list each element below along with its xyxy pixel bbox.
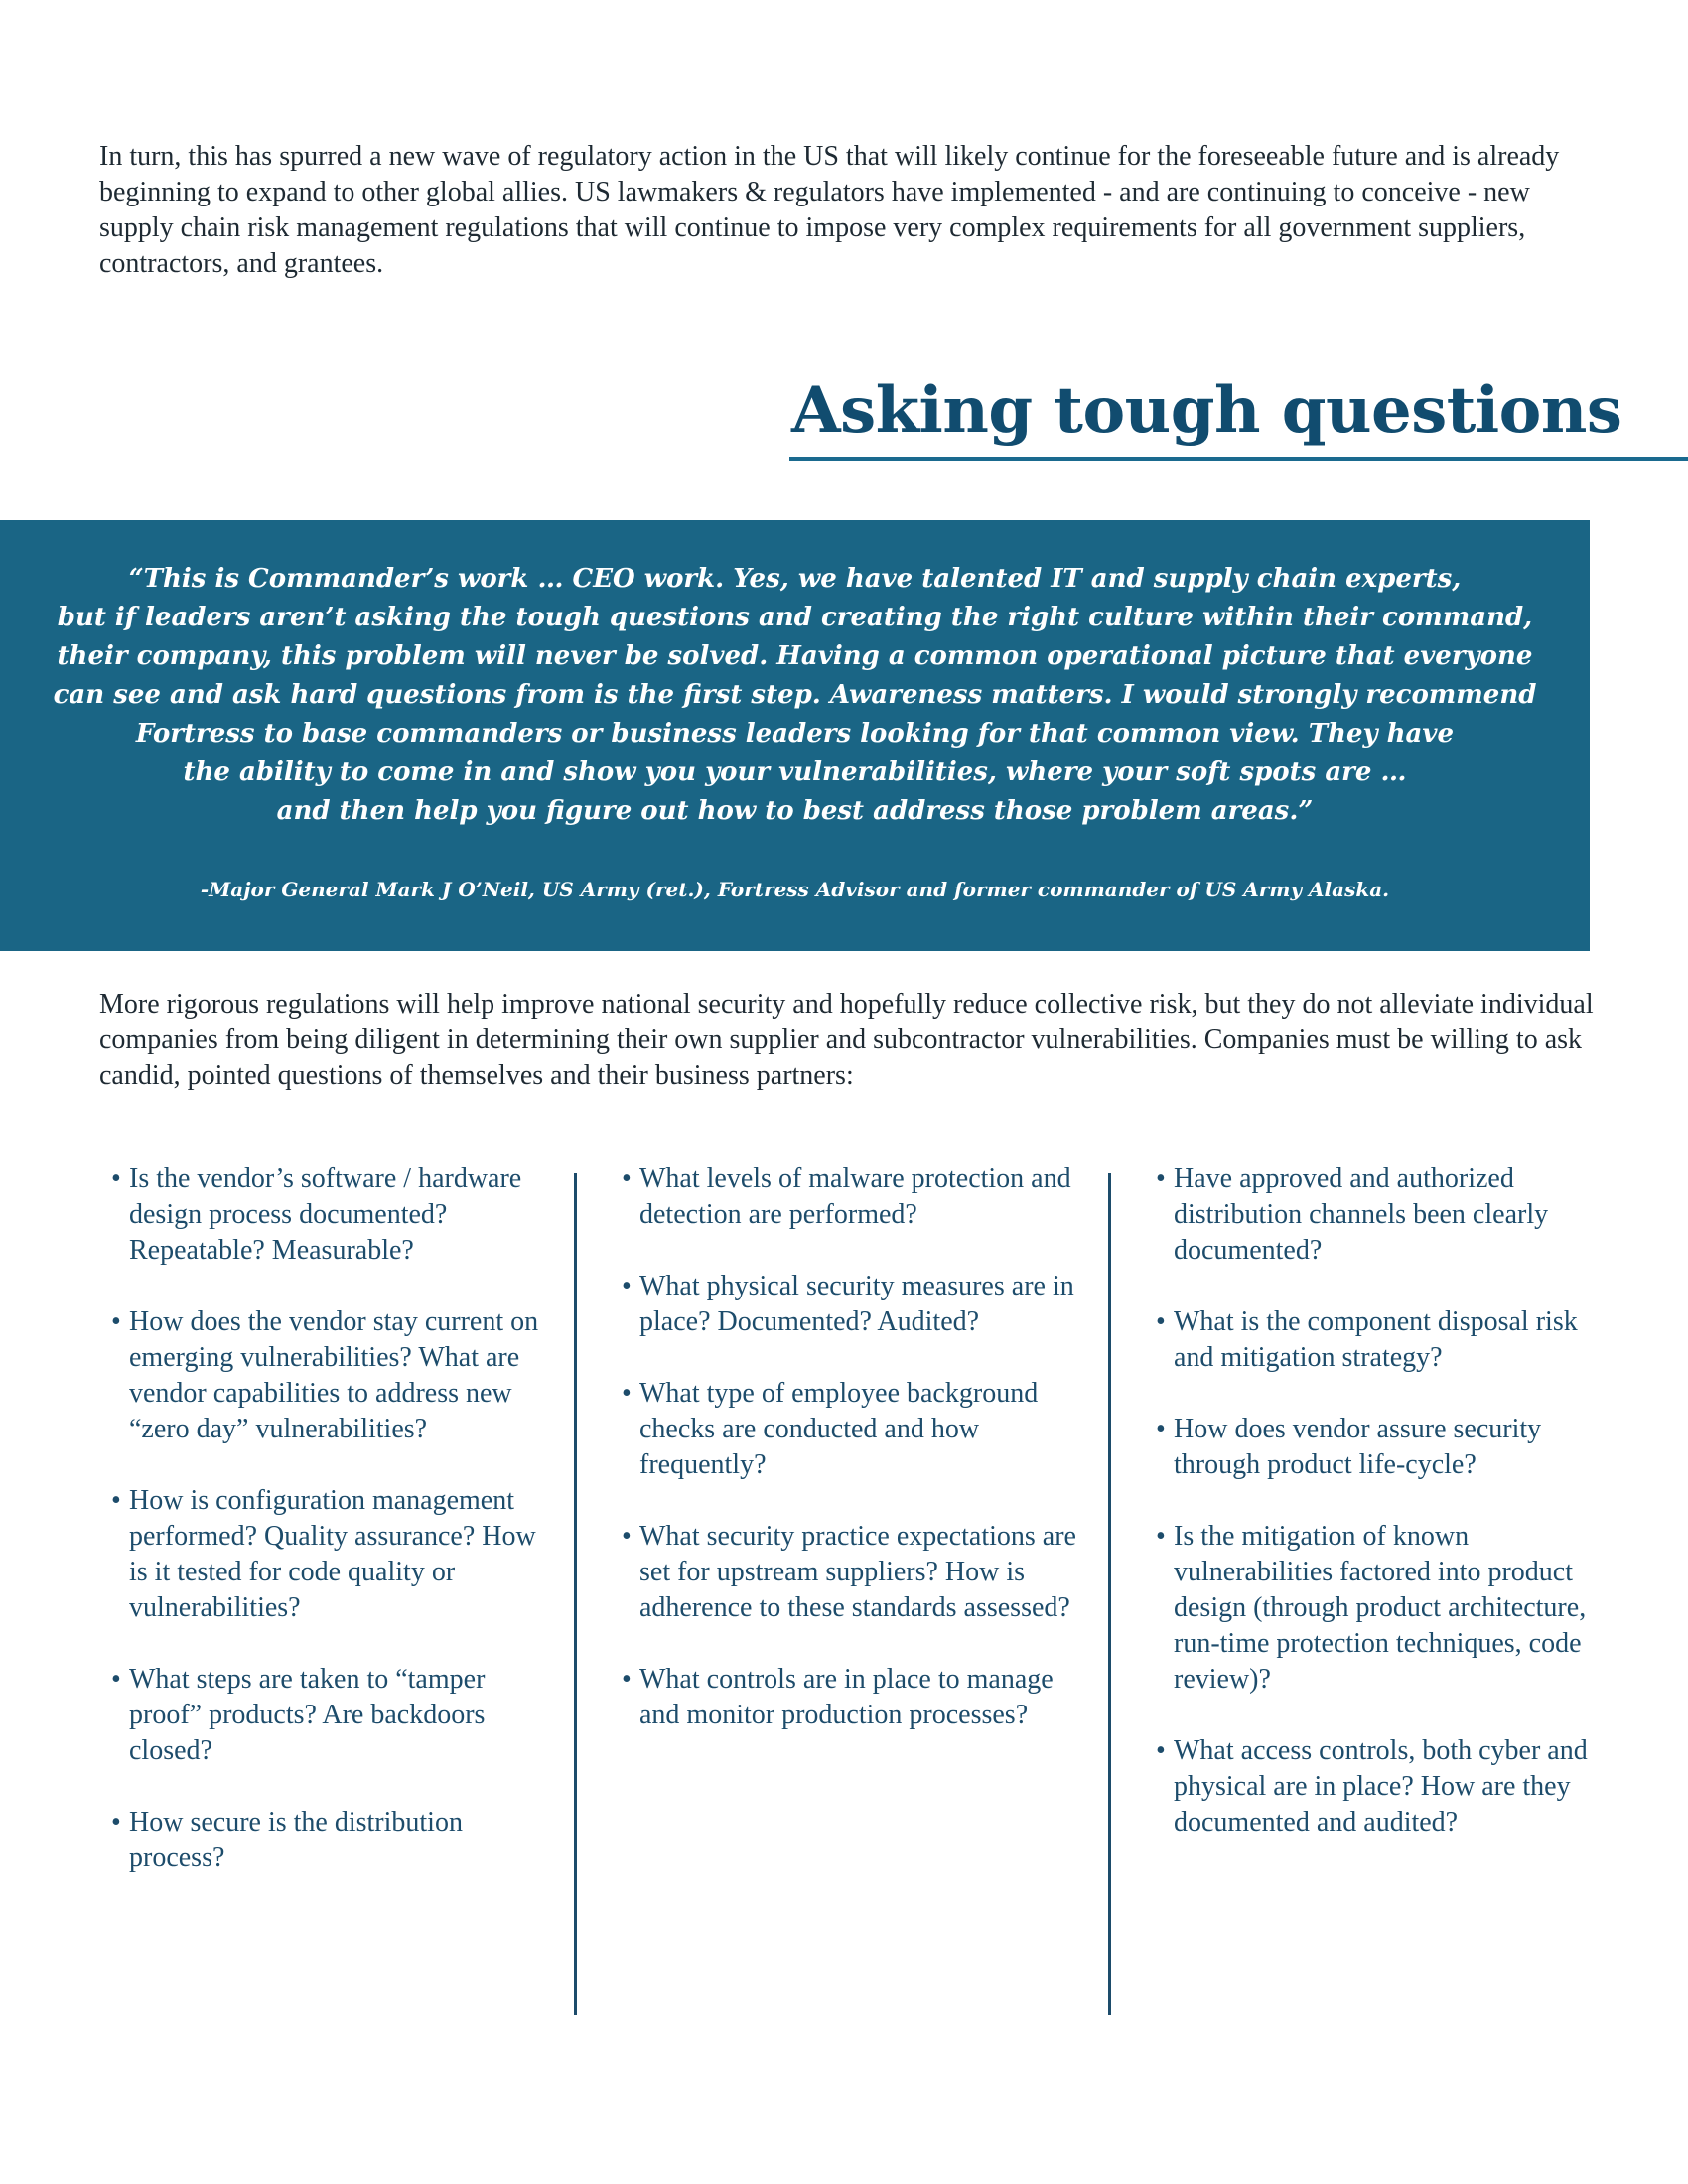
- questions-column-1: [107, 1161, 556, 1912]
- bullet-icon: •: [1156, 1521, 1166, 1552]
- question-text: What levels of malware protection and detection are performed?: [639, 1163, 1071, 1230]
- list-item: [107, 1483, 556, 1626]
- question-text: Is the vendor’s software / hardware design process documented? Repeatable? Measurable?: [129, 1163, 522, 1266]
- bullet-icon: •: [111, 1807, 121, 1838]
- question-text: What steps are taken to “tamper proof” products? Are backdoors closed?: [129, 1664, 486, 1766]
- quote-text: [40, 560, 1550, 831]
- heading-underline: [789, 457, 1688, 461]
- list-item: [1152, 1519, 1609, 1698]
- list-item: [107, 1161, 556, 1269]
- bullet-icon: •: [111, 1485, 121, 1516]
- bullet-icon: •: [622, 1378, 632, 1409]
- quote-line: “This is Commander’s work … CEO work. Yes, we have talented IT and supply chain experts,: [128, 564, 1462, 594]
- bullet-icon: •: [111, 1306, 121, 1337]
- question-list: [1152, 1161, 1609, 1841]
- question-text: What type of employee background checks are conducted and how frequently?: [639, 1378, 1039, 1480]
- bullet-icon: •: [1156, 1735, 1166, 1766]
- intro-paragraph: In turn, this has spurred a new wave of regulatory action in the US that will likely continue for the foreseeable future and is already beginning to expand to other global allies. US lawmakers & regulators have implemented - and are continuing to conceive - new supply chain risk management regulations that will continue to impose very complex requirements for all government suppliers, contractors, and grantees.: [99, 141, 1560, 279]
- quote-line: but if leaders aren’t asking the tough questions and creating the right culture within their command,: [57, 603, 1533, 632]
- bullet-icon: •: [111, 1163, 121, 1194]
- quote-line: and then help you figure out how to best address those problem areas.”: [276, 796, 1314, 826]
- body-paragraph: More rigorous regulations will help improve national security and hopefully reduce collective risk, but they do not alleviate individual companies from being diligent in determining their own supplier and subcontractor vulnerabilities. Companies must be willing to ask candid, pointed questions of themselves and their business partners:: [99, 989, 1594, 1091]
- questions-column-2: [618, 1161, 1084, 1769]
- list-item: [618, 1662, 1084, 1733]
- question-text: Have approved and authorized distribution channels been clearly documented?: [1174, 1163, 1549, 1266]
- question-text: Is the mitigation of known vulnerabilities factored into product design (through product architecture, run-time protection techniques, code review)?: [1174, 1521, 1587, 1695]
- bullet-icon: •: [1156, 1163, 1166, 1194]
- question-list: [107, 1161, 556, 1876]
- list-item: [618, 1519, 1084, 1626]
- column-divider: [1108, 1173, 1111, 2015]
- question-text: How secure is the distribution process?: [129, 1807, 463, 1873]
- questions-section: [0, 1161, 1688, 2015]
- bullet-icon: •: [622, 1271, 632, 1301]
- list-item: [1152, 1304, 1609, 1376]
- list-item: [1152, 1412, 1609, 1483]
- section-heading: [789, 369, 1688, 461]
- question-text: What controls are in place to manage and monitor production processes?: [639, 1664, 1054, 1730]
- bullet-icon: •: [1156, 1306, 1166, 1337]
- question-text: How does the vendor stay current on emerging vulnerabilities? What are vendor capabilities to address new “zero day” vulnerabilities?: [129, 1306, 539, 1444]
- section-heading-title: Asking tough questions: [791, 373, 1622, 448]
- question-text: What is the component disposal risk and mitigation strategy?: [1174, 1306, 1578, 1373]
- questions-column-3: [1152, 1161, 1609, 1876]
- question-list: [618, 1161, 1084, 1733]
- quote-line: Fortress to base commanders or business leaders looking for that common view. They have: [135, 719, 1455, 749]
- question-text: How is configuration management performed? Quality assurance? How is it tested for code quality or vulnerabilities?: [129, 1485, 536, 1623]
- list-item: [1152, 1161, 1609, 1269]
- bullet-icon: •: [622, 1664, 632, 1695]
- list-item: [107, 1805, 556, 1876]
- question-text: What physical security measures are in place? Documented? Audited?: [639, 1271, 1074, 1337]
- bullet-icon: •: [1156, 1414, 1166, 1444]
- column-divider: [574, 1173, 577, 2015]
- quote-box: [0, 520, 1590, 951]
- bullet-icon: •: [111, 1664, 121, 1695]
- list-item: [618, 1376, 1084, 1483]
- list-item: [107, 1662, 556, 1769]
- question-text: What security practice expectations are set for upstream suppliers? How is adherence to these standards assessed?: [639, 1521, 1076, 1623]
- list-item: [618, 1269, 1084, 1340]
- list-item: [107, 1304, 556, 1447]
- quote-line: can see and ask hard questions from is the first step. Awareness matters. I would strongly recommend: [53, 680, 1537, 710]
- question-text: How does vendor assure security through product life-cycle?: [1174, 1414, 1542, 1480]
- quote-line: their company, this problem will never be solved. Having a common operational picture that everyone: [57, 641, 1533, 671]
- list-item: [1152, 1733, 1609, 1841]
- quote-attribution: -Major General Mark J O’Neil, US Army (ret.), Fortress Advisor and former commander of US Army Alaska.: [200, 878, 1390, 901]
- question-text: What access controls, both cyber and physical are in place? How are they documented and audited?: [1174, 1735, 1588, 1838]
- list-item: [618, 1161, 1084, 1233]
- bullet-icon: •: [622, 1163, 632, 1194]
- quote-line: the ability to come in and show you your vulnerabilities, where your soft spots are …: [183, 757, 1407, 787]
- bullet-icon: •: [622, 1521, 632, 1552]
